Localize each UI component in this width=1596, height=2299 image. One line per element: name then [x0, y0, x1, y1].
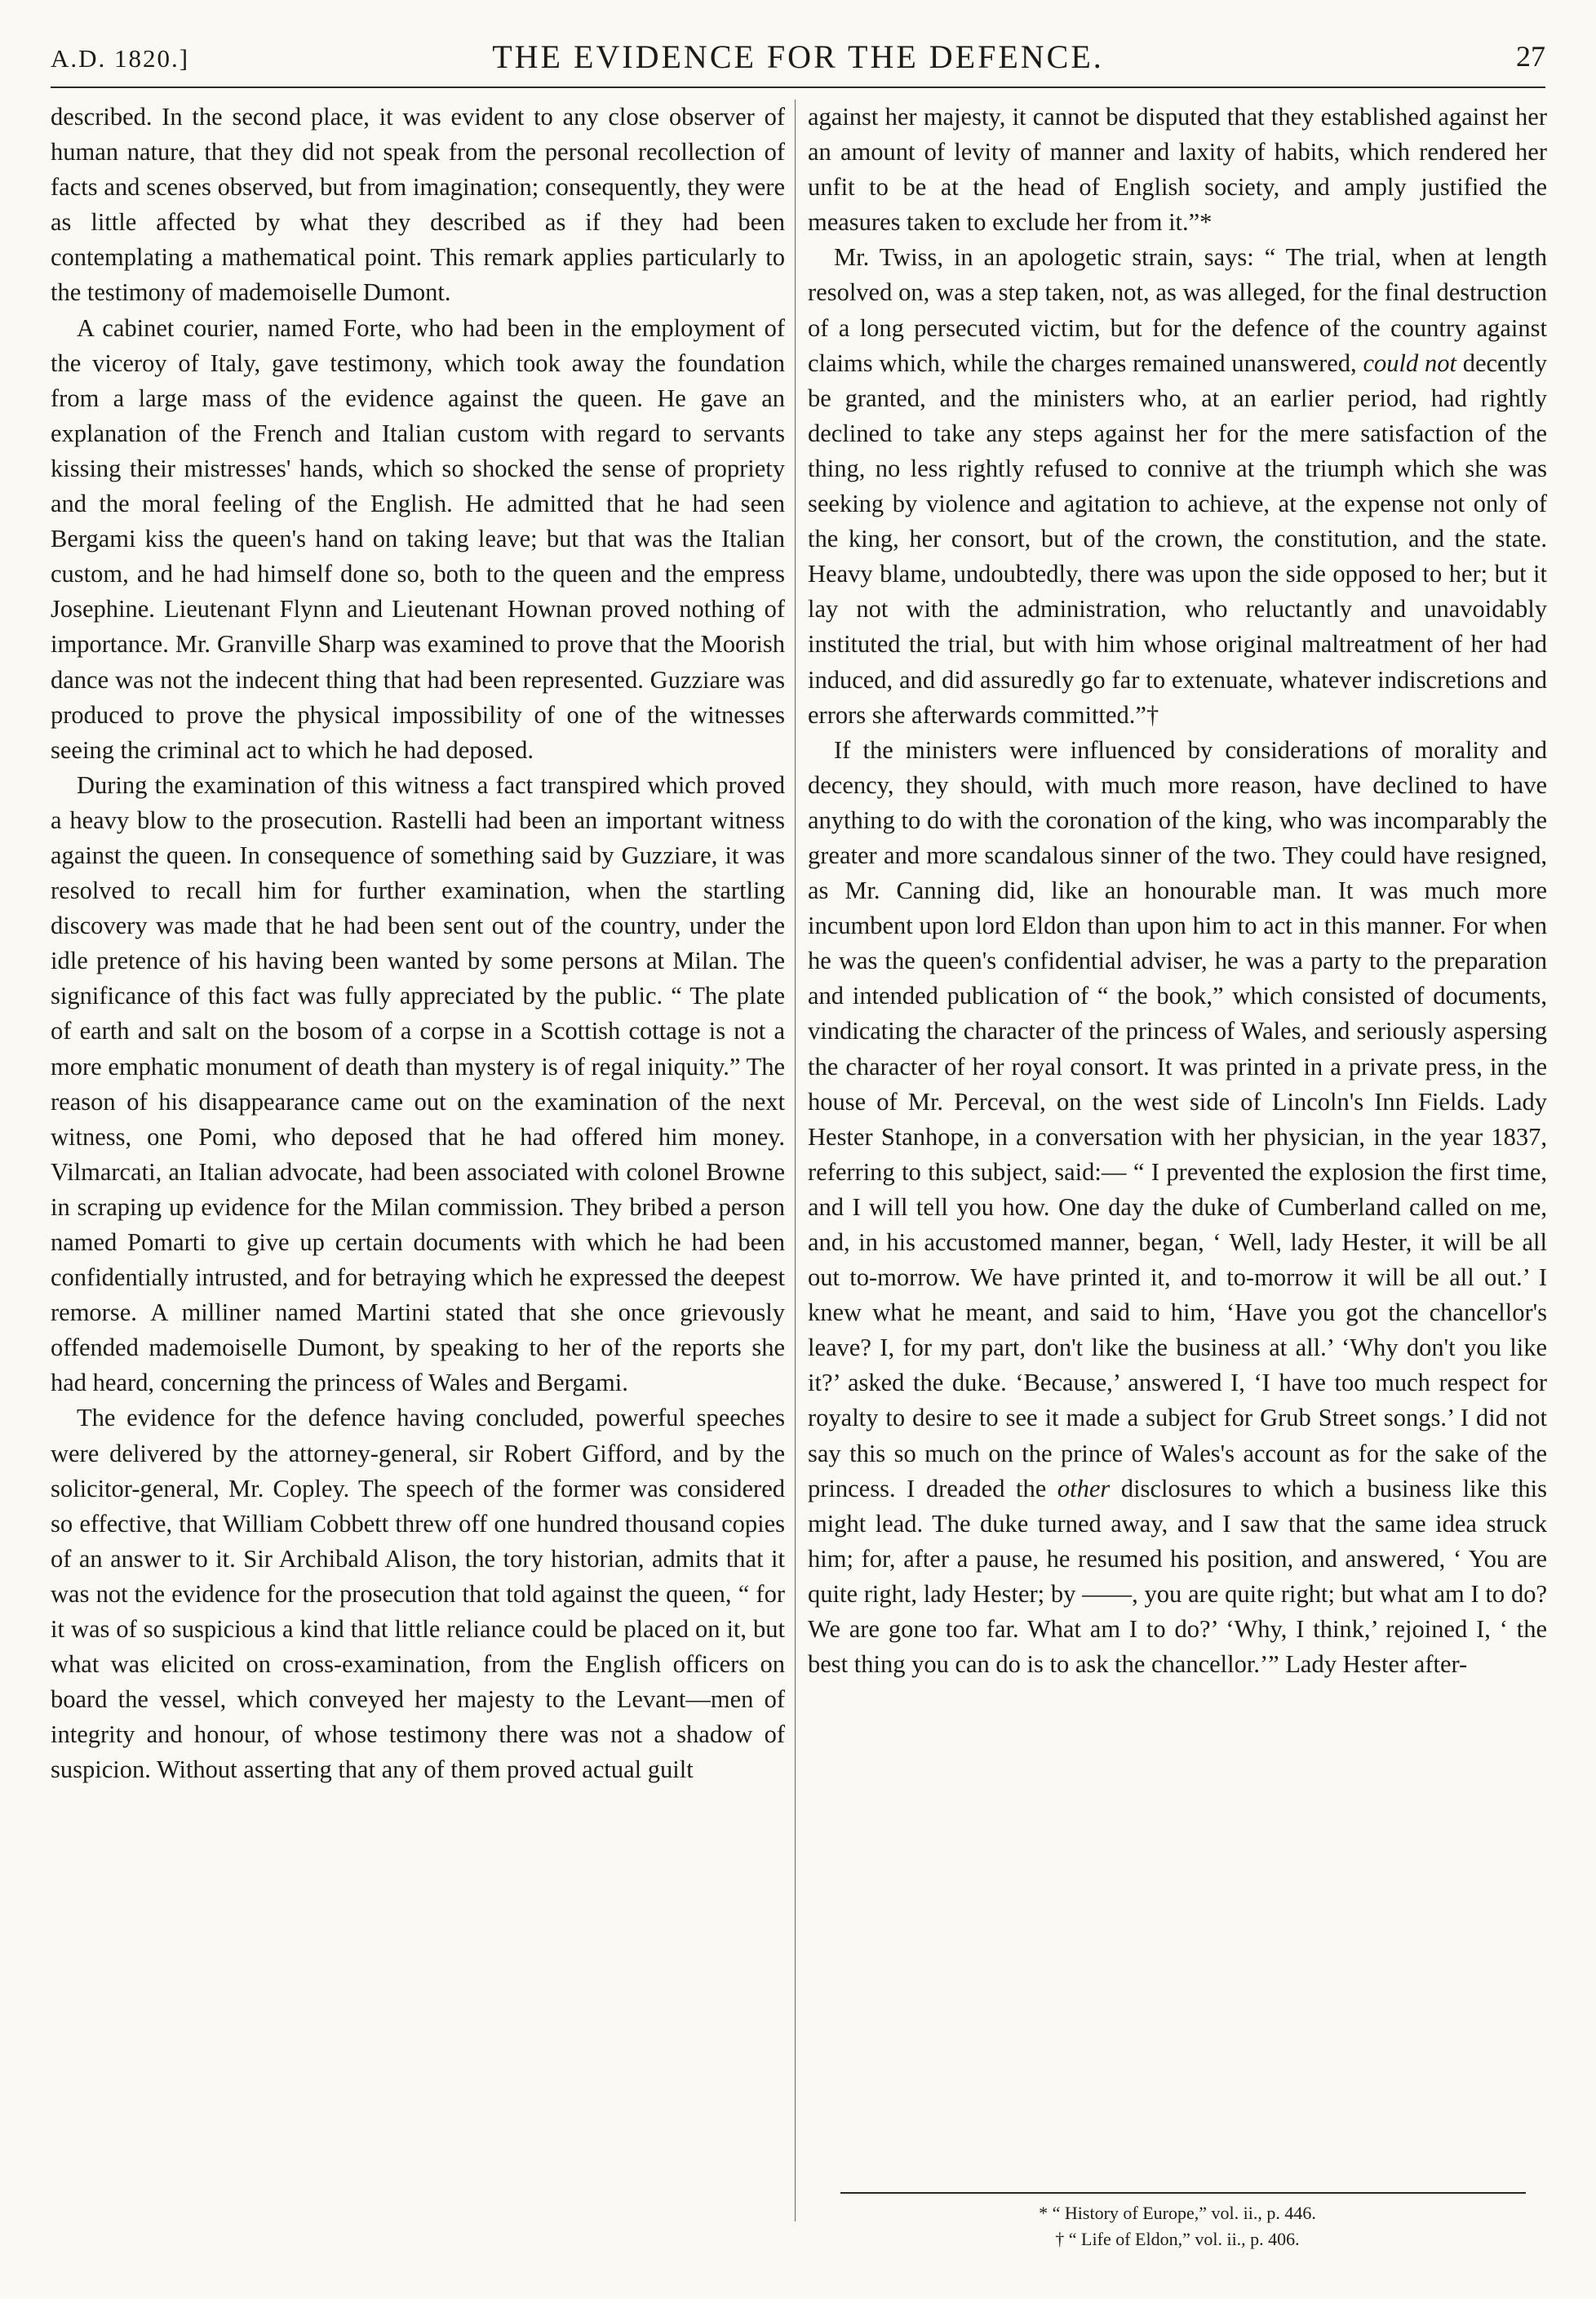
- running-head-title: THE EVIDENCE FOR THE DEFENCE.: [492, 38, 1104, 75]
- running-head-date: A.D. 1820.]: [51, 44, 190, 73]
- footnote: * “ History of Europe,” vol. ii., p. 446.: [1039, 2203, 1316, 2223]
- page-number: 27: [1516, 40, 1545, 73]
- paragraph: [808, 733, 1547, 1683]
- emphasis: other: [1057, 1474, 1111, 1502]
- text-run: disclosures to which a business like this might lead. The duke turned away, and I saw that the same idea struck him; for, after a pause, he resumed his position, and answered, ‘ You are quite right, lady Hester; by ——, you are quite right; but what am I to do? We are gone too far. What am I to do?’ ‘Why, I think,’ rejoined I, ‘ the best thing you can do is to ask the chancellor.’” Lady Hester after-: [808, 1474, 1548, 1679]
- right-column: [808, 100, 1547, 1682]
- paragraph: described. In the second place, it was evident to any close observer of human nature, that they did not speak from the personal recollection of facts and scenes observed, but from imagination; consequently, they were as little affected by what they described as if they had been contemplating a mathematical point. This remark applies particularly to the testimony of mademoiselle Dumont.: [51, 103, 785, 307]
- text-run: decently be granted, and the ministers who, at an earlier period, had rightly declined to take any steps against her for the mere satisfaction of the thing, no less rightly refused to connive at the triumph which she was seeking by violence and agitation to achieve, at the expense not only of the king, her consort, but of the crown, the constitution, and the state. Heavy blame, undoubtedly, there was upon the side opposed to her; but it lay not with the administration, who reluctantly and unavoidably instituted the trial, but with him whose original maltreatment of her had induced, and did assuredly go far to extenuate, whatever indiscretions and errors she afterwards committed.”†: [808, 348, 1548, 729]
- paragraph: against her majesty, it cannot be disputed that they established against her an amount of levity of manner and laxity of habits, which rendered her unfit to be at the head of English society, and amply justified the measures taken to exclude her from it.”*: [808, 103, 1547, 237]
- footnotes: [808, 2200, 1547, 2252]
- footnote-rule: [840, 2192, 1526, 2194]
- emphasis: could not: [1363, 348, 1456, 377]
- paragraph: During the examination of this witness a fact transpired which proved a heavy blow to the prosecution. Rastelli had been an important witness against the queen. In consequence of something said by Guzziare, it was resolved to recall him for further examination, when the startling discovery was made that he had been sent out of the country, under the idle pretence of his having been wanted by some persons at Milan. The significance of this fact was fully appreciated by the public. “ The plate of earth and salt on the bosom of a corpse in a Scottish cottage is not a more emphatic monument of death than mystery is of regal iniquity.” The reason of his disappearance came out on the examination of the next witness, one Pomi, who deposed that he had offered him money. Vilmarcati, an Italian advocate, had been associated with colonel Browne in scraping up evidence for the Milan commission. They bribed a person named Pomarti to give up certain documents with which he had been confidentially intrusted, and for betraying which he expressed the deepest remorse. A milliner named Martini stated that she once grievously offended mademoiselle Dumont, by speaking to her of the reports she had heard, concerning the princess of Wales and Bergami.: [51, 770, 785, 1397]
- text-run: Mr. Twiss, in an apologetic strain, says: “ The trial, when at length resolved on, was a step taken, not, as was alleged, for the final destruction of a long persecuted victim, but for the defence of the country against claims which, while the charges remained unanswered,: [808, 243, 1547, 377]
- paragraph: The evidence for the defence having concluded, powerful speeches were delivered by the attorney-general, sir Robert Gifford, and by the solicitor-general, Mr. Copley. The speech of the former was considered so effective, that William Cobbett threw off one hundred thousand copies of an answer to it. Sir Archibald Alison, the tory historian, admits that it was not the evidence for the prosecution that told against the queen, “ for it was of so suspicious a kind that little reliance could be placed on it, but what was elicited on cross-examination, from the English officers on board the vessel, which conveyed her majesty to the Levant—men of integrity and honour, of whose testimony there was not a shadow of suspicion. Without asserting that any of them proved actual guilt: [51, 1404, 785, 1784]
- column-divider: [795, 100, 796, 2221]
- footnote: † “ Life of Eldon,” vol. ii., p. 406.: [1055, 2229, 1300, 2249]
- paragraph: [808, 240, 1547, 732]
- paragraph: A cabinet courier, named Forte, who had been in the employment of the viceroy of Italy, gave testimony, which took away the foundation from a large mass of the evidence against the queen. He gave an explanation of the French and Italian custom with regard to servants kissing their mistresses' hands, which so shocked the sense of propriety and the moral feeling of the English. He admitted that he had seen Bergami kiss the queen's hand on taking leave; but that was the Italian custom, and he had himself done so, both to the queen and the empress Josephine. Lieutenant Flynn and Lieutenant Hownan proved nothing of importance. Mr. Granville Sharp was examined to prove that the Moorish dance was not the indecent thing that had been represented. Guzziare was produced to prove the physical impossibility of one of the witnesses seeing the criminal act to which he had deposed.: [51, 313, 785, 764]
- running-head: [51, 33, 1545, 88]
- left-column: [51, 100, 785, 1788]
- text-run: If the ministers were influenced by considerations of morality and decency, they should, with much more reason, have declined to have anything to do with the coronation of the king, who was incomparably the greater and more scandalous sinner of the two. They could have resigned, as Mr. Canning did, like an honourable man. It was much more incumbent upon lord Eldon than upon him to act in this manner. For when he was the queen's confidential adviser, he was a party to the preparation and intended publication of “ the book,” which consisted of documents, vindicating the character of the princess of Wales, and seriously aspersing the character of her royal consort. It was printed in a private press, in the house of Mr. Perceval, on the west side of Lincoln's Inn Fields. Lady Hester Stanhope, in a conversation with her physician, in the year 1837, referring to this subject, said:— “ I prevented the explosion the first time, and I will tell you how. One day the duke of Cumberland called on me, and, in his accustomed manner, began, ‘ Well, lady Hester, it will be all out to-morrow. We have printed it, and to-morrow it will be all out.’ I knew what he meant, and said to him, ‘Have you got the chancellor's leave? I, for my part, don't like the business at all.’ ‘Why don't you like it?’ asked the duke. ‘Because,’ answered I, ‘I have too much respect for royalty to desire to see it made a subject for Grub Street songs.’ I did not say this so much on the prince of Wales's account as for the sake of the princess. I dreaded the: [808, 735, 1547, 1502]
